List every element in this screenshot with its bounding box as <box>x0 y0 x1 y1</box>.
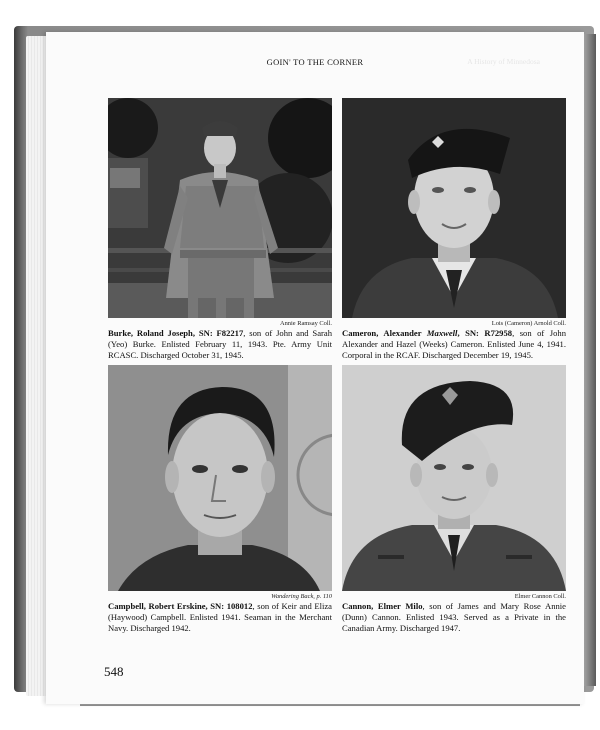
portrait-photo <box>342 365 566 591</box>
photo-credit: Wandering Back, p. 110 <box>271 593 332 600</box>
portrait-image <box>342 98 566 318</box>
entry-text: , son of John and Sarah (Yeo) Burke. Enlisted February 11, 1943. Pte. Army Unit RCASC. Discharged October 31, 1945. <box>108 328 333 360</box>
photo-credit: Elmer Cannon Coll. <box>514 593 566 600</box>
entry-burke <box>108 98 332 361</box>
entry-name-service-number: , SN: R72958 <box>457 328 513 338</box>
entry-cameron <box>342 98 566 361</box>
entry-caption <box>342 601 566 634</box>
bleed-through-header: A History of Minnedosa <box>467 57 540 66</box>
entry-text: , son of Keir and Eliza (Haywood) Campbell. Enlisted 1941. Seaman in the Merchant Navy. Discharged 1942. <box>108 601 332 633</box>
photo-credit: Lois (Cameron) Arnold Coll. <box>491 320 566 327</box>
entry-caption <box>108 601 332 634</box>
portrait-photo <box>108 98 332 318</box>
entry-caption <box>342 328 566 361</box>
portrait-photo <box>108 365 332 591</box>
entry-campbell <box>108 365 332 634</box>
portrait-image <box>108 98 332 318</box>
entry-name-main: Cameron, Alexander <box>342 328 427 338</box>
page-number: 548 <box>104 664 124 679</box>
portrait-photo <box>342 98 566 318</box>
photo-grid <box>108 98 566 658</box>
entry-name: Campbell, Robert Erskine, SN: 108012 <box>108 601 253 611</box>
portrait-image <box>108 365 332 591</box>
entry-name <box>342 328 512 338</box>
portrait-image <box>342 365 566 591</box>
entry-name: Cannon, Elmer Milo <box>342 601 423 611</box>
entry-text: , son of John Alexander and Hazel (Weeks) Cameron. Enlisted June 4, 1941. Corporal in the RCAF. Discharged December 19, 1945. <box>342 328 566 360</box>
book-page <box>46 32 584 704</box>
entry-text: , son of James and Mary Rose Annie (Dunn) Cannon. Enlisted 1943. Served as a Private in the Canadian Army. Discharged 1947. <box>342 601 566 633</box>
running-head: GOIN' TO THE CORNER <box>266 57 364 67</box>
entry-caption <box>108 328 332 361</box>
entry-name: Burke, Roland Joseph, SN: F82217 <box>108 328 244 338</box>
entry-cannon <box>342 365 566 634</box>
photo-credit: Annie Ramsay Coll. <box>279 320 332 327</box>
entry-name-italic: Maxwell <box>426 328 458 338</box>
